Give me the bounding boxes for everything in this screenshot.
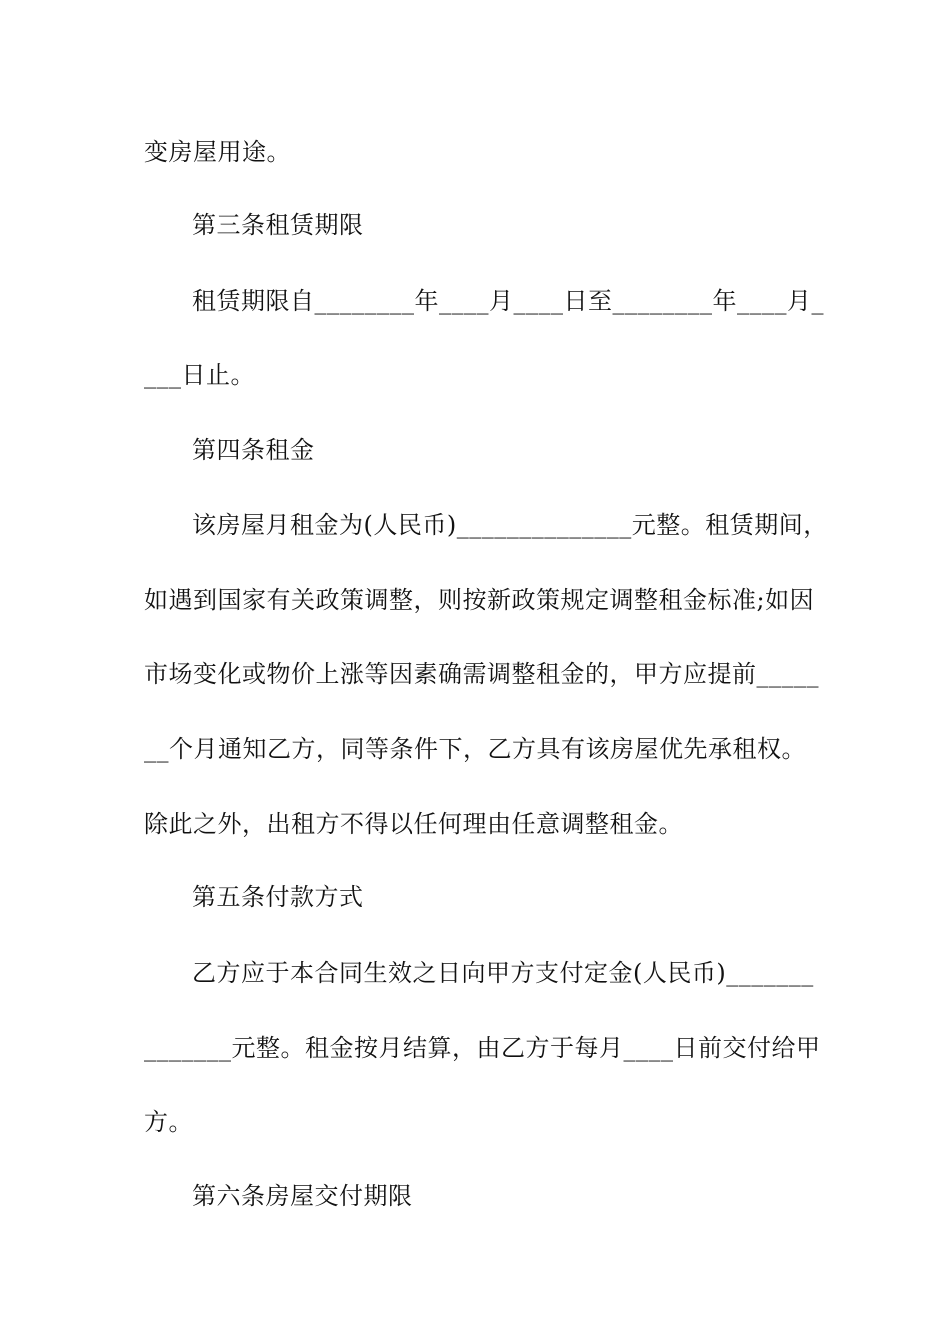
section-heading: 第五条付款方式 [192,883,364,911]
text-line: 该房屋月租金为(人民币)______________元整。租赁期间， [192,511,828,539]
section-heading: 第六条房屋交付期限 [192,1182,413,1210]
section-heading: 第三条租赁期限 [192,211,364,239]
text-line: __个月通知乙方，同等条件下，乙方具有该房屋优先承租权。 [144,735,806,763]
text-line: 如遇到国家有关政策调整，则按新政策规定调整租金标准;如因 [144,586,815,614]
section-heading: 第四条租金 [192,436,315,464]
text-line: 除此之外，出租方不得以任何理由任意调整租金。 [144,810,683,838]
text-line: 方。 [144,1108,193,1136]
text-line: 变房屋用途。 [144,138,291,166]
text-line: _______元整。租金按月结算，由乙方于每月____日前交付给甲 [144,1034,821,1062]
text-line: 市场变化或物价上涨等因素确需调整租金的，甲方应提前_____ [144,660,819,688]
text-line: ___日止。 [144,361,255,389]
text-line: 乙方应于本合同生效之日向甲方支付定金(人民币)_______ [192,959,814,987]
text-line: 租赁期限自________年____月____日至________年____月_ [192,287,824,315]
